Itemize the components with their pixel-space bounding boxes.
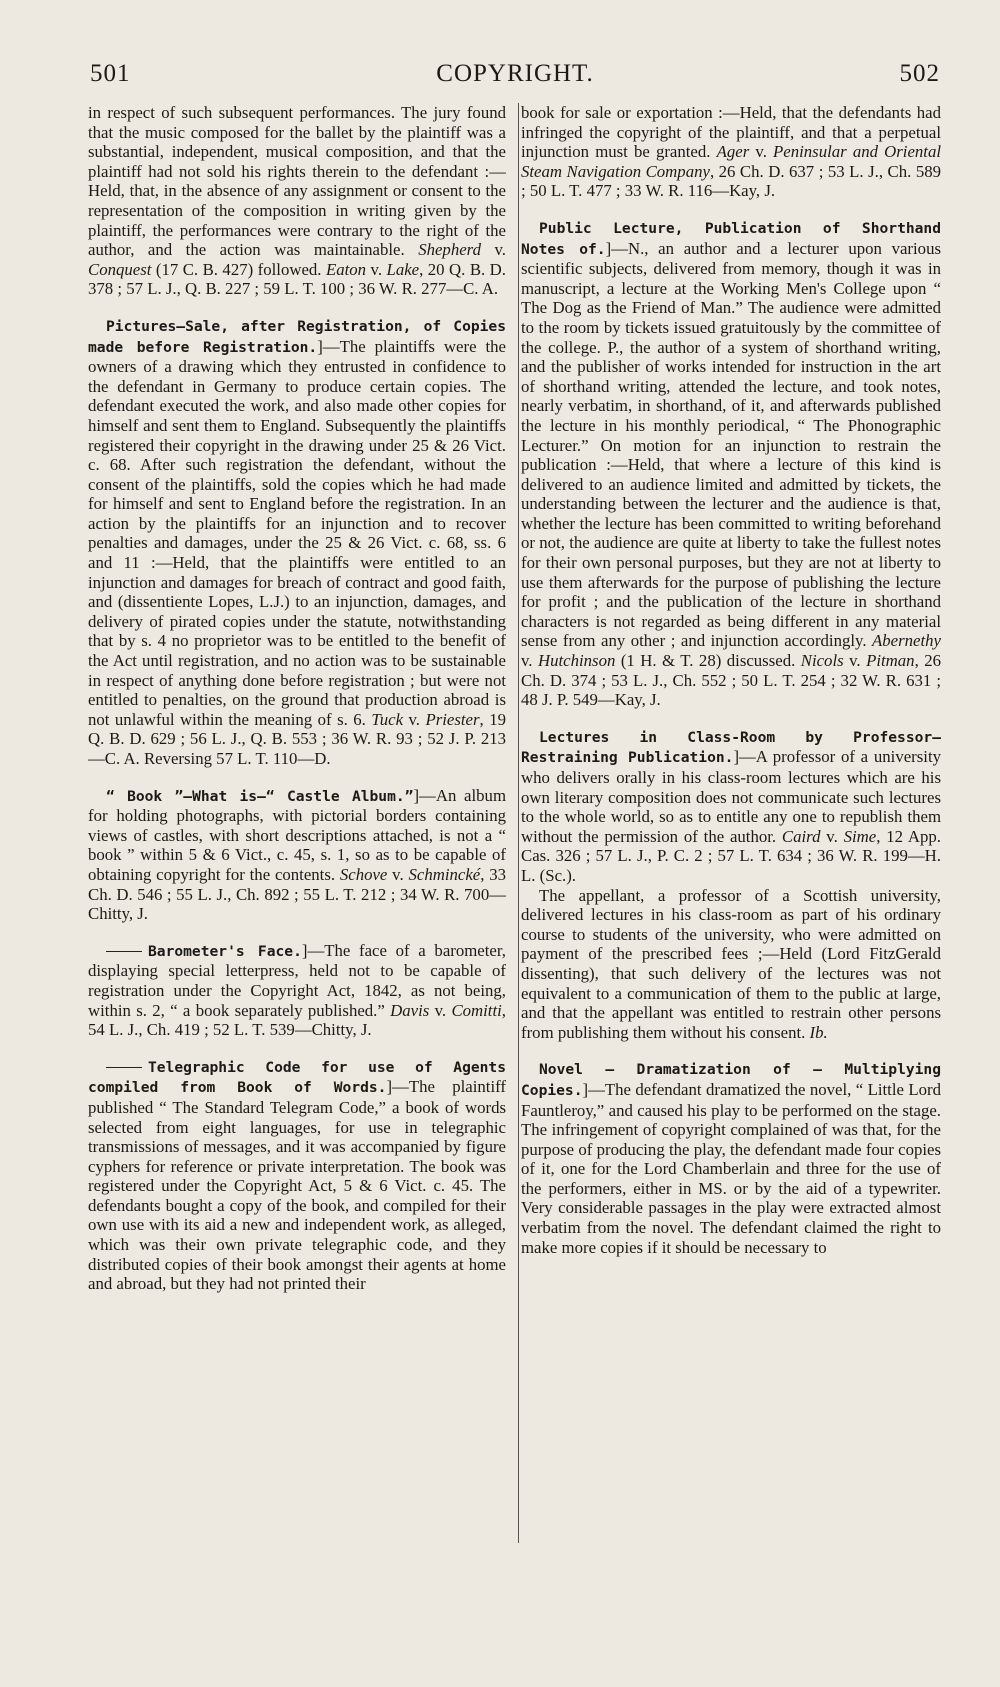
right-column [521,103,941,1673]
paragraph-continuation: book for sale or exportation :—Held, that the defendants had infringed the copyright of the plaintiff, and that a perpetual injunction must be granted. Ager v. Peninsular and Oriental Steam Navigation Company, 26 Ch. D. 637 ; 53 L. J., Ch. 589 ; 50 L. T. 477 ; 33 W. R. 116—Kay, J. [521,103,941,201]
entry-telegraphic-code: Telegraphic Code for use of Agents compiled from Book of Words.]—The plaintiff published “ The Standard Telegram Code,” a book of words selected from eight languages, for use in telegraphic transmissions of messages, and it was accompanied by figure cyphers for reference or private interpretation. The book was registered under the Copyright Act, 5 & 6 Vict. c. 45. The defendants bought a copy of the book, and compiled for their own use with its aid a new and independent work, as alleged, which was their own private telegraphic code, and they distributed copies of their book amongst their agents at home and abroad, but they had not printed their [88,1058,506,1294]
page-number-right: 502 [899,60,940,87]
ditto-dash [106,1067,142,1068]
entry-barometer-face: Barometer's Face.]—The face of a barometer, displaying special letterpress, held not to be capable of registration under the Copyright Act, 1842, as not being, within s. 2, “ a book separately published.” Davis v. Comitti, 54 L. J., Ch. 419 ; 52 L. T. 539—Chitty, J. [88,940,506,1040]
left-column [88,103,506,1673]
paragraph-continuation: in respect of such subsequent performances. The jury found that the music composed for the ballet by the plaintiff was a substantial, independent, musical composition, and that the plaintiff had not sold his rights therein to the defendant :—Held, that, in the absence of any assignment or consent to the representation of the composition in writing given by the plaintiff, the performances were contrary to the right of the author, and the action was maintainable. Shepherd v. Conquest (17 C. B. 427) followed. Eaton v. Lake, 20 Q. B. D. 378 ; 57 L. J., Q. B. 227 ; 59 L. T. 100 ; 36 W. R. 277—C. A. [88,103,506,299]
running-header [90,60,940,100]
column-divider [518,103,519,1543]
entry-heading: Pictures—Sale, after Registration, of Copies made before Registration. [88,317,506,356]
paragraph-appellant: The appellant, a professor of a Scottish university, delivered lectures in his class-room as part of his ordinary course to students of the university, who were admitted on payment of the prescribed fees ;—Held (Lord FitzGerald dissenting), that such delivery of the lectures was not equivalent to a communication of them to the public at large, and that the appellant was entitled to restrain other persons from publishing them without his consent. Ib. [521,885,941,1042]
entry-heading: Public Lecture, Publication of Shorthand Notes of. [521,219,941,258]
entry-heading: Lectures in Class-Room by Professor—Restraining Publication. [521,728,941,767]
entry-heading: Telegraphic Code for use of Agents compiled from Book of Words. [88,1058,506,1097]
entry-novel-dramatization: Novel — Dramatization of — Multiplying Copies.]—The defendant dramatized the novel, “ Little Lord Fauntleroy,” and caused his play to be performed on the stage. The infringement of copyright complained of was that, for the purpose of producing the play, the defendant made four copies of it, one for the Lord Chamberlain and three for the use of the performers, either in MS. or by the aid of a typewriter. Very considerable passages in the play were extracted almost verbatim from the novel. The defendant claimed the right to make more copies if it should be necessary to [521,1061,941,1257]
entry-heading: Barometer's Face. [148,942,302,960]
page-number-left: 501 [90,60,131,87]
entry-heading: Novel — Dramatization of — Multiplying Copies. [521,1061,941,1099]
entry-heading: “ Book ”—What is—“ Castle Album.” [106,787,414,805]
page-title: COPYRIGHT. [436,60,594,87]
ditto-dash [106,951,142,952]
entry-public-lecture: Public Lecture, Publication of Shorthand Notes of.]—N., an author and a lecturer upon various scientific subjects, delivered from memory, though it was in manuscript, a lecture at the Working Men's College upon “ The Dog as the Friend of Man.” The audience were admitted to the room by tickets issued gratuitously by the committee of the college. P., the author of a system of shorthand writing, and the publisher of works intended for instruction in the art of shorthand writing, attended the lecture, and took notes, nearly verbatim, in shorthand, of it, and afterwards published the lecture in his monthly periodical, “ The Phonographic Lecturer.” On motion for an injunction to restrain the publication :—Held, that where a lecture of this kind is delivered to an audience limited and admitted by tickets, the understanding between the lecturer and the audience is that, whether the lecture has been committed to writing beforehand or not, the audience are quite at liberty to take the fullest notes for their own personal purposes, but they are not at liberty to use them afterwards for the purpose of publishing the lecture for profit ; and the publication of the lecture in shorthand characters is not regarded as being different in any material sense from any other ; and injunction accordingly. Abernethy v. Hutchinson (1 H. & T. 28) discussed. Nicols v. Pitman, 26 Ch. D. 374 ; 53 L. J., Ch. 552 ; 50 L. T. 254 ; 32 W. R. 631 ; 48 J. P. 549—Kay, J. [521,219,941,710]
entry-castle-album: “ Book ”—What is—“ Castle Album.”]—An album for holding photographs, with pictorial borders containing views of castles, with short descriptions attached, is not a “ book ” within 5 & 6 Vict., c. 45, s. 1, so as to be capable of obtaining copyright for the contents. Schove v. Schmincké, 33 Ch. D. 546 ; 55 L. J., Ch. 892 ; 55 L. T. 212 ; 34 W. R. 700—Chitty, J. [88,785,506,924]
entry-class-room-lectures: Lectures in Class-Room by Professor—Restraining Publication.]—A professor of a university who delivers orally in his class-room lectures which are his own literary composition does not communicate such lectures to the whole world, so as to entitle any one to republish them without the permission of the author. Caird v. Sime, 12 App. Cas. 326 ; 57 L. J., P. C. 2 ; 57 L. T. 634 ; 36 W. R. 199—H. L. (Sc.). [521,728,941,885]
entry-pictures-sale: Pictures—Sale, after Registration, of Copies made before Registration.]—The plaintiffs were the owners of a drawing which they entrusted in confidence to the defendant in Germany to produce certain copies. The defendant executed the work, and also made other copies for himself and sent them to England. Subsequently the plaintiffs registered their copyright in the drawing under 25 & 26 Vict. c. 68. After such registration the defendant, without the consent of the plaintiffs, sold the copies which he had made for himself and sent to England before the registration. In an action by the plaintiffs for an injunction and to recover penalties and damages, under the 25 & 26 Vict. c. 68, ss. 6 and 11 :—Held, that the plaintiffs were entitled to an injunction and damages for breach of contract and good faith, and (dissentiente Lopes, L.J.) to an injunction, damages, and delivery of pirated copies under the statute, notwithstanding that by s. 4 no proprietor was to be entitled to the benefit of the Act until registration, and no action was to be sustainable in respect of anything done before registration ; but were not entitled to penalties, on the ground that production abroad is not unlawful within the meaning of s. 6. Tuck v. Priester, 19 Q. B. D. 629 ; 56 L. J., Q. B. 553 ; 36 W. R. 93 ; 52 J. P. 213—C. A. Reversing 57 L. T. 110—D. [88,317,506,768]
